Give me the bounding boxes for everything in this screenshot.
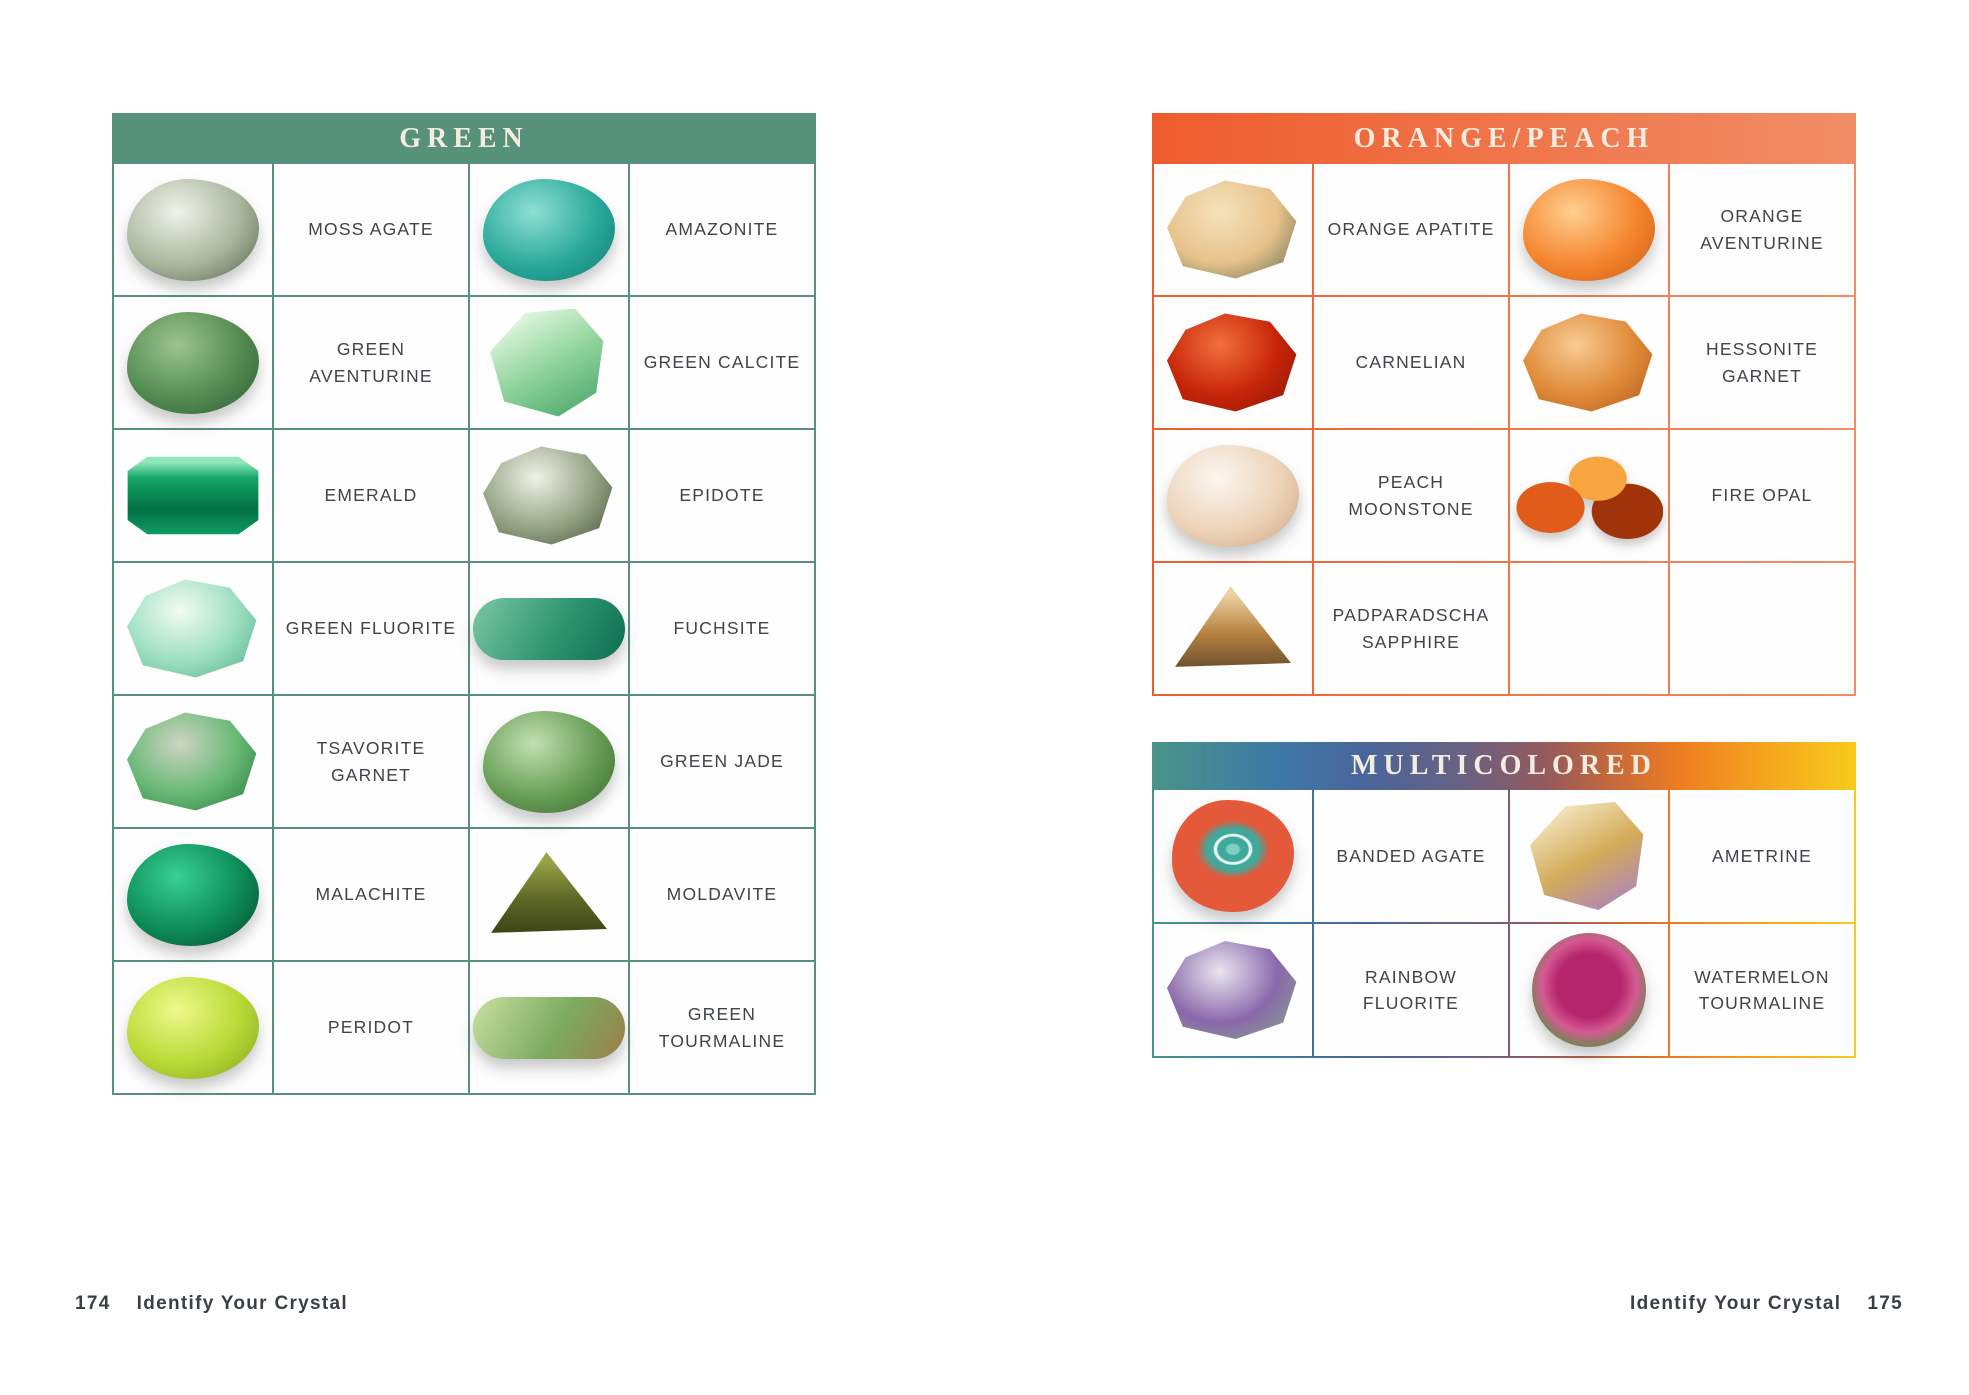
crystal-name: EPIDOTE — [630, 430, 814, 561]
rock-cell — [114, 430, 272, 561]
rock-cell — [1510, 790, 1668, 922]
footer-left — [75, 1293, 348, 1315]
multicolored-table-title: MULTICOLORED — [1351, 750, 1657, 781]
green-aventurine-image — [127, 312, 259, 414]
rock-cell — [470, 297, 628, 428]
rock-cell — [1154, 164, 1312, 295]
rock-cell — [114, 164, 272, 295]
padparadscha-sapphire-image — [1170, 581, 1296, 677]
banded-agate-image — [1172, 800, 1294, 912]
empty-cell — [1510, 563, 1668, 694]
page-number: 175 — [1867, 1293, 1903, 1314]
rock-cell — [1154, 430, 1312, 561]
moldavite-image — [486, 847, 612, 943]
green-calcite-image — [490, 309, 608, 417]
crystal-name: EMERALD — [274, 430, 468, 561]
crystal-name: GREEN FLUORITE — [274, 563, 468, 694]
fuchsite-image — [473, 598, 625, 660]
crystal-name: AMETRINE — [1670, 790, 1854, 922]
rock-cell — [470, 696, 628, 827]
rock-cell — [1510, 297, 1668, 428]
rock-cell — [1510, 924, 1668, 1056]
ametrine-image — [1530, 802, 1648, 910]
crystal-name: MOLDAVITE — [630, 829, 814, 960]
watermelon-tourmaline-image — [1532, 933, 1646, 1047]
green-table — [112, 113, 816, 1095]
crystal-name: GREEN AVENTURINE — [274, 297, 468, 428]
hessonite-garnet-image — [1523, 312, 1655, 414]
rock-cell — [1510, 164, 1668, 295]
crystal-name: GREEN TOURMALINE — [630, 962, 814, 1093]
orange-peach-table-title: ORANGE/PEACH — [1353, 122, 1655, 154]
rock-cell — [114, 696, 272, 827]
orange-aventurine-image — [1523, 179, 1655, 281]
orange-peach-table — [1152, 113, 1856, 696]
rock-cell — [470, 563, 628, 694]
rock-cell — [114, 829, 272, 960]
crystal-name: PADPARADSCHA SAPPHIRE — [1314, 563, 1508, 694]
page-number: 174 — [75, 1293, 111, 1314]
crystal-name: GREEN CALCITE — [630, 297, 814, 428]
multicolored-table — [1152, 742, 1856, 1058]
carnelian-image — [1167, 312, 1299, 414]
emerald-image — [117, 452, 269, 540]
rock-cell — [1154, 563, 1312, 694]
empty-cell — [1670, 563, 1854, 694]
crystal-name: MALACHITE — [274, 829, 468, 960]
amazonite-image — [483, 179, 615, 281]
rock-cell — [1154, 297, 1312, 428]
crystal-name: GREEN JADE — [630, 696, 814, 827]
orange-apatite-image — [1167, 179, 1299, 281]
tsavorite-garnet-image — [127, 711, 259, 813]
crystal-name: MOSS AGATE — [274, 164, 468, 295]
crystal-name: PERIDOT — [274, 962, 468, 1093]
rock-cell — [470, 962, 628, 1093]
malachite-image — [127, 844, 259, 946]
green-tourmaline-image — [473, 997, 625, 1059]
crystal-name: TSAVORITE GARNET — [274, 696, 468, 827]
fire-opal-image — [1515, 448, 1663, 544]
crystal-name: AMAZONITE — [630, 164, 814, 295]
rock-cell — [1154, 924, 1312, 1056]
rock-cell — [1154, 790, 1312, 922]
crystal-name: BANDED AGATE — [1314, 790, 1508, 922]
rock-cell — [470, 829, 628, 960]
rock-cell — [470, 164, 628, 295]
crystal-name: FUCHSITE — [630, 563, 814, 694]
crystal-name: HESSONITE GARNET — [1670, 297, 1854, 428]
moss-agate-image — [127, 179, 259, 281]
green-table-title: GREEN — [399, 122, 529, 154]
running-title: Identify Your Crystal — [1630, 1293, 1842, 1314]
crystal-name: PEACH MOONSTONE — [1314, 430, 1508, 561]
rock-cell — [114, 962, 272, 1093]
epidote-image — [483, 445, 615, 547]
crystal-name: CARNELIAN — [1314, 297, 1508, 428]
rock-cell — [114, 563, 272, 694]
rainbow-fluorite-image — [1167, 939, 1299, 1041]
crystal-name: ORANGE APATITE — [1314, 164, 1508, 295]
green-jade-image — [483, 711, 615, 813]
rock-cell — [1510, 430, 1668, 561]
footer-right — [1630, 1293, 1903, 1315]
crystal-name: WATERMELON TOURMALINE — [1670, 924, 1854, 1056]
rock-cell — [114, 297, 272, 428]
running-title: Identify Your Crystal — [136, 1293, 348, 1314]
peridot-image — [127, 977, 259, 1079]
crystal-name: FIRE OPAL — [1670, 430, 1854, 561]
crystal-name: RAINBOW FLUORITE — [1314, 924, 1508, 1056]
rock-cell — [470, 430, 628, 561]
green-fluorite-image — [127, 578, 259, 680]
peach-moonstone-image — [1167, 445, 1299, 547]
crystal-name: ORANGE AVENTURINE — [1670, 164, 1854, 295]
